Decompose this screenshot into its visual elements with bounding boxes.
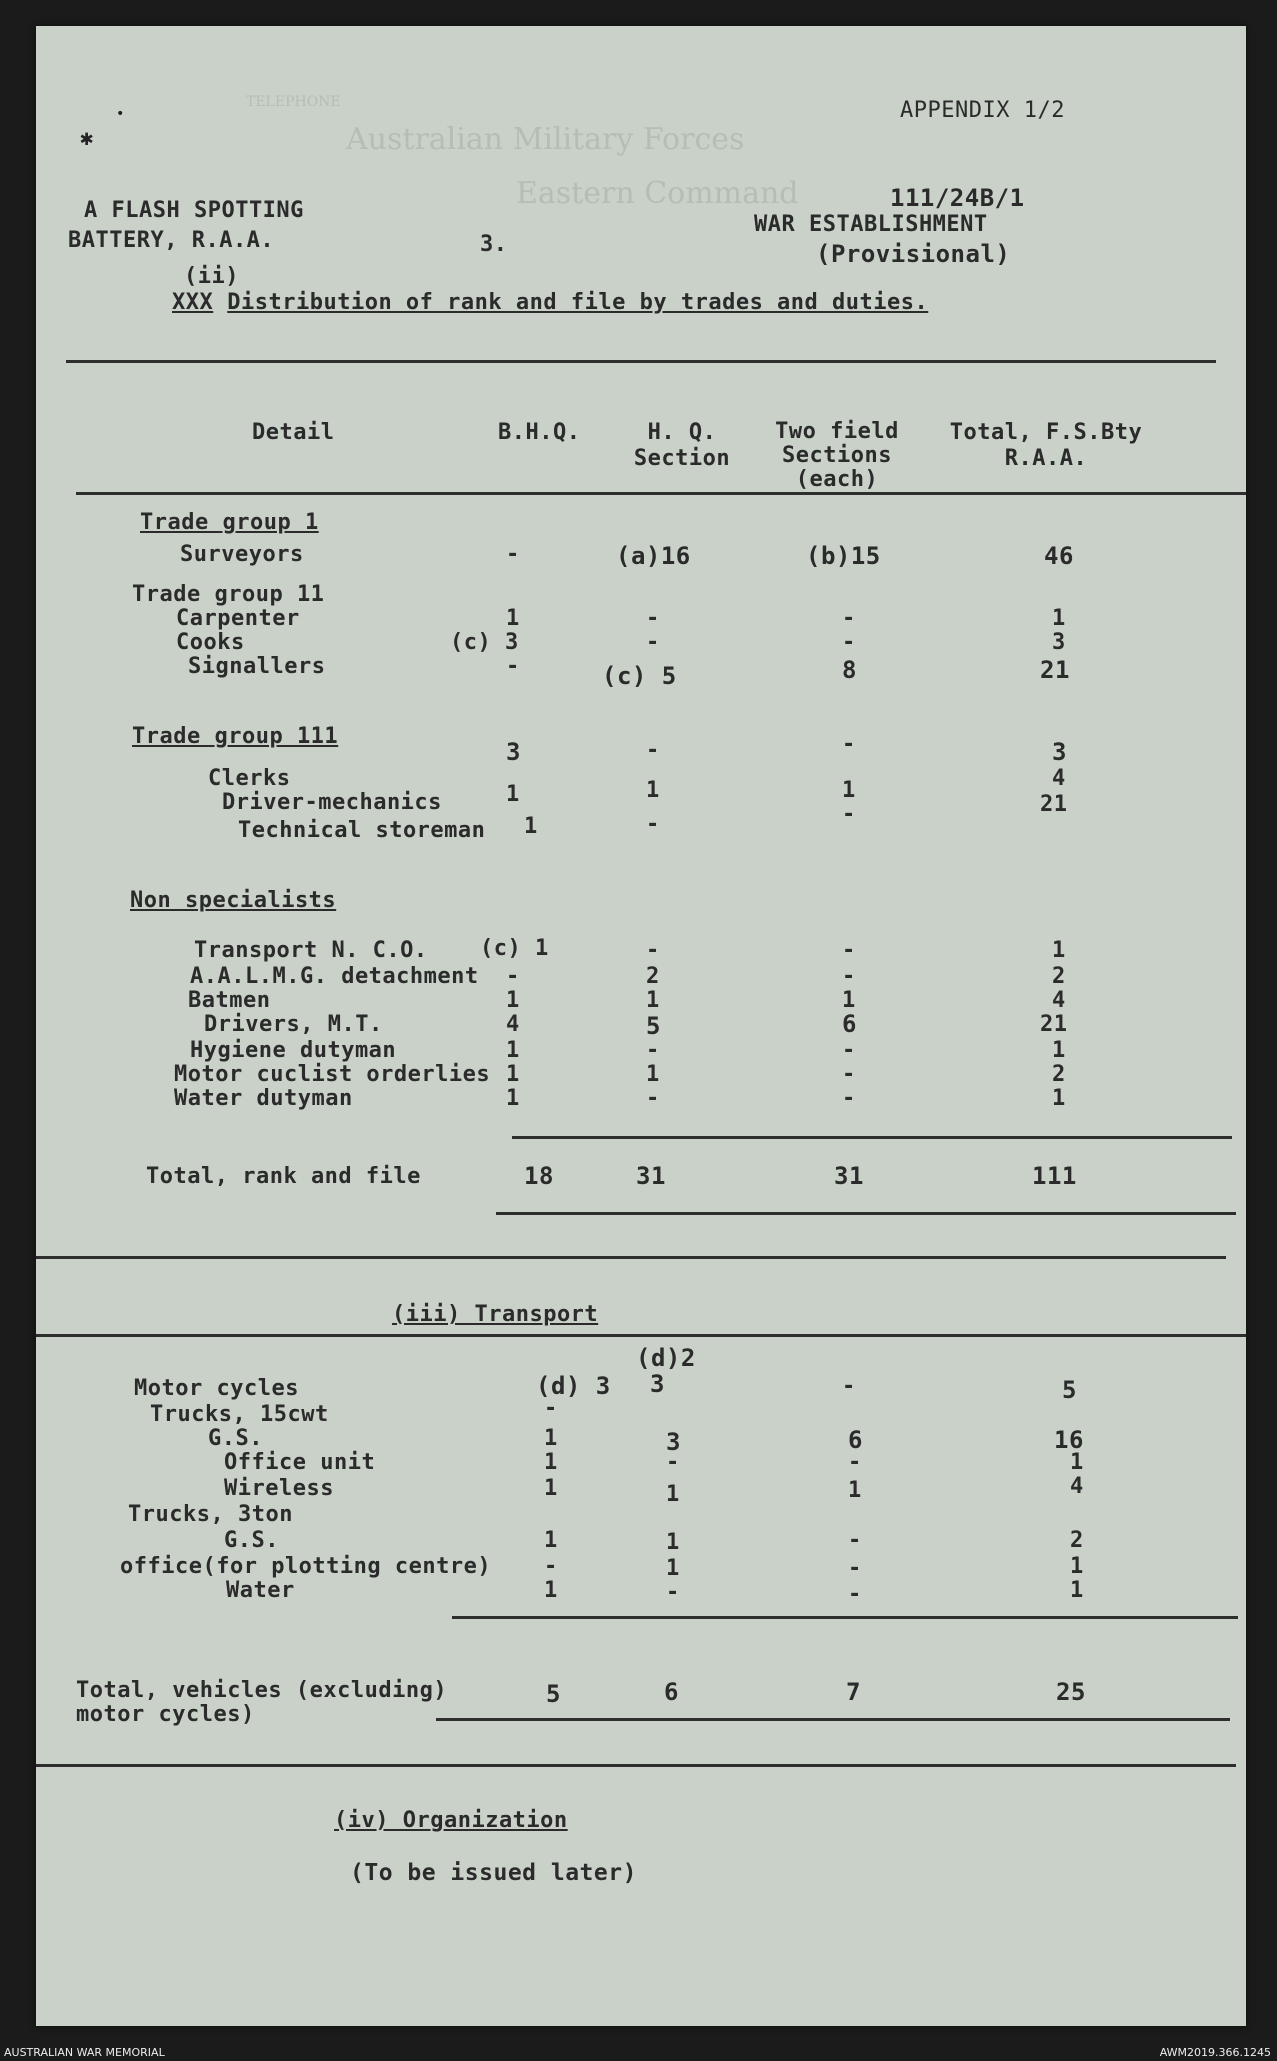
cell-total: 2 <box>1052 964 1066 989</box>
cell-total: 4 <box>1052 988 1066 1013</box>
row-detail: Signallers <box>188 654 326 679</box>
faint-telephone: TELEPHONE <box>246 94 341 110</box>
cell-hq: 1 <box>666 1556 680 1581</box>
cell-total: 21 <box>1040 656 1070 684</box>
header-rule <box>76 492 1246 495</box>
group-heading: Trade group 11 <box>132 582 325 607</box>
cell-total: 1 <box>1070 1554 1084 1579</box>
reference-number: 111/24B/1 <box>890 184 1025 212</box>
cell-bhq: 1 <box>544 1578 558 1603</box>
cell-bhq: 1 <box>544 1450 558 1475</box>
transport-total-total: 25 <box>1056 1678 1086 1706</box>
row-detail: Carpenter <box>176 606 300 631</box>
cell-field: - <box>848 1582 862 1607</box>
cell-total: 3 <box>1052 630 1066 655</box>
cell-hq: 5 <box>646 1012 661 1040</box>
cell-hq: 1 <box>646 778 660 803</box>
row-detail: G.S. <box>208 1426 263 1451</box>
cell-bhq: (d) 3 <box>536 1372 611 1400</box>
row-detail: Motor cycles <box>134 1376 299 1401</box>
subtotal-rule <box>512 1136 1232 1139</box>
cell-total: 4 <box>1070 1474 1084 1499</box>
row-detail: Water dutyman <box>174 1086 353 1111</box>
organization-note: (To be issued later) <box>350 1860 637 1886</box>
cell-field: - <box>842 1374 856 1399</box>
unit-name-line1: A FLASH SPOTTING <box>84 198 304 223</box>
cell-hq: 3 <box>666 1428 681 1456</box>
row-detail: Driver-mechanics <box>222 790 442 815</box>
cell-hq: - <box>646 1086 660 1111</box>
ink-dot-icon: • <box>116 106 125 122</box>
cell-bhq: (c) 3 <box>450 630 519 655</box>
col-hq-section-header: H. Q. Section <box>633 420 731 471</box>
row-detail: Drivers, M.T. <box>204 1012 383 1037</box>
cell-total: 1 <box>1052 938 1066 963</box>
cell-total: 2 <box>1070 1528 1084 1553</box>
cell-bhq: (c) 1 <box>480 936 549 961</box>
cell-total: 1 <box>1070 1450 1084 1475</box>
cell-bhq: - <box>506 654 520 679</box>
cell-total: 21 <box>1040 1012 1068 1037</box>
cell-hq: - <box>646 738 660 763</box>
cell-field: - <box>842 1062 856 1087</box>
total-field: 31 <box>834 1162 864 1190</box>
group-heading: Non specialists <box>130 888 337 913</box>
col-bhq-header: B.H.Q. <box>498 420 581 445</box>
war-establishment-label: WAR ESTABLISHMENT <box>754 212 988 237</box>
section-number: (ii) <box>184 264 239 289</box>
row-detail: Motor cuclist orderlies <box>174 1062 491 1087</box>
cell-total: 4 <box>1052 766 1066 791</box>
transport-total-field: 7 <box>846 1678 861 1706</box>
row-detail: Hygiene dutyman <box>190 1038 397 1063</box>
appendix-label: APPENDIX 1/2 <box>900 98 1065 123</box>
group-heading: Trade group 111 <box>132 724 339 749</box>
cell-hq: - <box>666 1450 680 1475</box>
row-detail: Cooks <box>176 630 245 655</box>
transport-total-rule <box>436 1718 1230 1721</box>
col-field-sections-header: Two field Sections (each) <box>775 419 899 492</box>
transport-total-label-cont: motor cycles) <box>76 1702 255 1727</box>
cell-bhq: 4 <box>506 1012 520 1037</box>
cell-field: 6 <box>842 1010 857 1038</box>
cell-bhq: 1 <box>506 606 520 631</box>
cell-field: - <box>842 938 856 963</box>
cell-hq: 1 <box>666 1530 680 1555</box>
row-detail: Water <box>226 1578 295 1603</box>
cell-hq: (a)16 <box>616 542 691 570</box>
row-detail: office(for plotting centre) <box>120 1554 492 1579</box>
row-detail: A.A.L.M.G. detachment <box>190 964 479 989</box>
row-detail: Wireless <box>224 1476 334 1501</box>
section-title: XXX Distribution of rank and file by trades and duties. <box>172 290 929 315</box>
transport-total-hq: 6 <box>664 1678 679 1706</box>
transport-total-label: Total, vehicles (excluding) <box>76 1678 448 1703</box>
cell-field: - <box>848 1450 862 1475</box>
cell-bhq: 1 <box>506 782 520 807</box>
organization-title: (iv) Organization <box>334 1808 568 1833</box>
cell-field: 8 <box>842 656 857 684</box>
cell-hq: - <box>646 630 660 655</box>
cell-hq: (c) 5 <box>602 662 677 690</box>
cell-hq: - <box>646 938 660 963</box>
provisional-label: (Provisional) <box>816 240 1011 268</box>
top-rule <box>66 360 1216 363</box>
row-detail: Office unit <box>224 1450 376 1475</box>
row-detail: Batmen <box>188 988 271 1013</box>
cell-field: - <box>842 1086 856 1111</box>
cell-field: 1 <box>842 778 856 803</box>
cell-field: - <box>842 732 856 757</box>
cell-total: 21 <box>1040 792 1068 817</box>
cell-field: - <box>848 1556 862 1581</box>
cell-hq: - <box>666 1580 680 1605</box>
cell-hq: - <box>646 812 660 837</box>
cell-field: - <box>842 802 856 827</box>
cell-total: 3 <box>1052 738 1067 766</box>
cell-bhq: 1 <box>544 1426 558 1451</box>
cell-hq: 1 <box>646 988 660 1013</box>
group-heading: Trade group 1 <box>140 510 319 535</box>
cell-total: 46 <box>1044 542 1074 570</box>
cell-bhq: - <box>544 1396 558 1421</box>
cell-bhq: 1 <box>544 1476 558 1501</box>
cell-total: 16 <box>1054 1426 1084 1454</box>
page-number: 3. <box>480 232 508 257</box>
cell-hq: 1 <box>666 1482 680 1507</box>
total-label: Total, rank and file <box>146 1164 421 1189</box>
cell-bhq: - <box>506 964 520 989</box>
cell-bhq: 1 <box>506 1062 520 1087</box>
cell-field: - <box>842 606 856 631</box>
cell-hq: - <box>646 1038 660 1063</box>
faint-letterhead: Australian Military Forces <box>346 122 745 157</box>
cell-field: 1 <box>848 1478 862 1503</box>
total-rule <box>496 1212 1236 1215</box>
row-detail: Technical storeman <box>238 818 486 843</box>
cell-hq: 3 <box>650 1370 665 1398</box>
transport-hq-note: (d)2 <box>636 1344 696 1372</box>
row-detail: Surveyors <box>180 542 304 567</box>
cell-total: 1 <box>1052 1038 1066 1063</box>
cell-field: 6 <box>848 1426 863 1454</box>
row-detail: G.S. <box>224 1528 279 1553</box>
cell-bhq: 1 <box>506 1086 520 1111</box>
footer-archive-label: AUSTRALIAN WAR MEMORIAL <box>4 2046 165 2059</box>
cell-bhq: 3 <box>506 738 521 766</box>
cell-total: 5 <box>1062 1376 1077 1404</box>
cell-total: 1 <box>1052 606 1066 631</box>
ink-mark-icon: ✱ <box>80 126 94 151</box>
cell-field: (b)15 <box>806 542 881 570</box>
cell-hq: 1 <box>646 1062 660 1087</box>
total-bhq: 18 <box>524 1162 554 1190</box>
total-hq: 31 <box>636 1162 666 1190</box>
cell-bhq: 1 <box>544 1528 558 1553</box>
unit-name-line2: BATTERY, R.A.A. <box>68 228 275 253</box>
organization-rule <box>36 1764 1236 1767</box>
cell-field: - <box>842 630 856 655</box>
cell-hq: - <box>646 606 660 631</box>
row-detail: Trucks, 15cwt <box>150 1402 329 1427</box>
col-total-header: Total, F.S.Bty R.A.A. <box>949 420 1143 471</box>
transport-rule <box>36 1334 1246 1337</box>
row-detail: Transport N. C.O. <box>194 938 428 963</box>
total-total: 111 <box>1032 1162 1077 1190</box>
section-rule <box>36 1256 1226 1259</box>
cell-bhq: 1 <box>524 814 538 839</box>
cell-bhq: 1 <box>506 988 520 1013</box>
row-detail: Trucks, 3ton <box>128 1502 293 1527</box>
cell-bhq: 1 <box>506 1038 520 1063</box>
cell-field: 1 <box>842 988 856 1013</box>
transport-total-bhq: 5 <box>546 1680 561 1708</box>
cell-total: 2 <box>1052 1062 1066 1087</box>
col-detail-header: Detail <box>252 420 335 445</box>
faint-letterhead-command: Eastern Command <box>516 176 799 211</box>
cell-field: - <box>842 964 856 989</box>
cell-total: 1 <box>1052 1086 1066 1111</box>
footer-accession-number: AWM2019.366.1245 <box>1159 2046 1271 2059</box>
cell-field: - <box>848 1528 862 1553</box>
transport-subtotal-rule <box>452 1616 1238 1619</box>
cell-hq: 2 <box>646 964 660 989</box>
cell-field: - <box>842 1038 856 1063</box>
transport-title: (iii) Transport <box>392 1302 599 1327</box>
cell-bhq: - <box>544 1554 558 1579</box>
document-sheet <box>36 26 1246 2026</box>
row-detail: Clerks <box>208 766 291 791</box>
cell-total: 1 <box>1070 1578 1084 1603</box>
cell-bhq: - <box>506 542 520 567</box>
